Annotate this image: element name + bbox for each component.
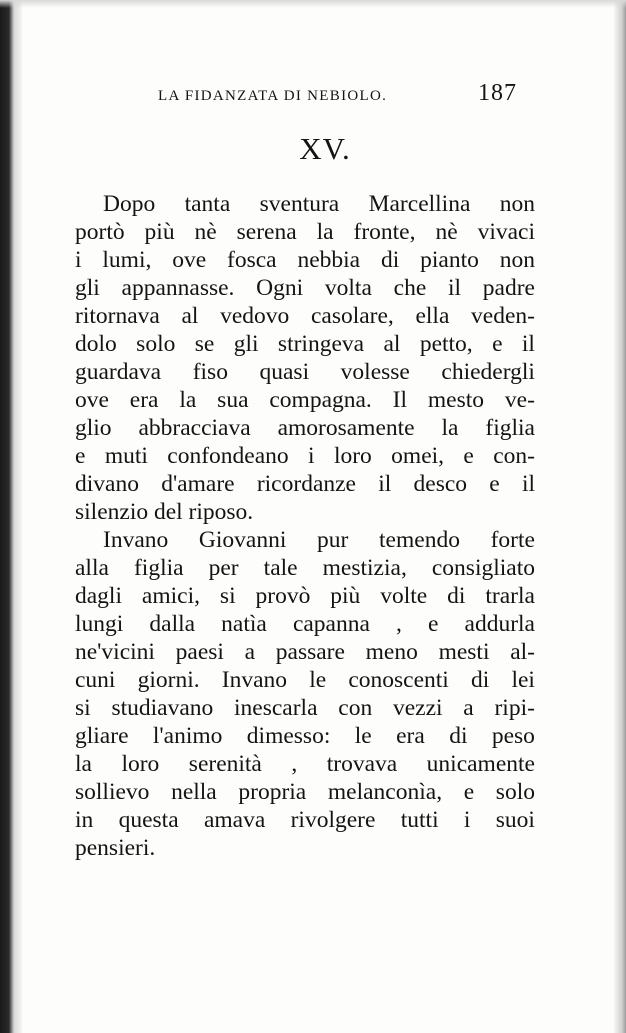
text-line: guardava fiso quasi volesse chiedergli [75,359,535,385]
page-top-shadow [0,0,626,8]
text-line: divano d'amare ricordanze il desco e il [75,471,535,497]
chapter-heading: XV. [299,131,351,166]
text-line: dolo solo se gli stringeva al petto, e il [75,331,535,357]
text-line: glio abbracciava amorosamente la figlia [75,415,535,441]
body-text [75,190,535,862]
text-line: ove era la sua compagna. Il mesto ve- [75,387,535,413]
paragraph [75,190,535,526]
text-line: sollievo nella propria melanconìa, e solo [75,779,535,805]
running-head [60,82,560,112]
text-line: ne'vicini paesi a passare meno mesti al- [75,639,535,665]
text-line: Dopo tanta sventura Marcellina non [103,191,535,217]
text-line: ritornava al vedovo casolare, ella veden- [75,303,535,329]
text-line: portò più nè serena la fronte, nè vivaci [75,219,535,245]
page-number: 187 [478,80,517,106]
text-line: gli appannasse. Ogni volta che il padre [75,275,535,301]
text-line: cuni giorni. Invano le conoscenti di lei [75,667,535,693]
text-line: alla figlia per tale mestizia, consigliato [75,555,535,581]
text-line: Invano Giovanni pur temendo forte [103,527,535,553]
text-line: e muti confondeano i loro omei, e con- [75,443,535,469]
text-line: silenzio del riposo. [75,499,254,525]
paragraph [75,526,535,862]
text-line: dagli amici, si provò più volte di trarla [75,583,535,609]
text-line: si studiavano inescarla con vezzi a ripi- [75,695,535,721]
running-head-title: LA FIDANZATA DI NEBIOLO. [158,88,388,104]
text-line: lungi dalla natìa capanna , e addurla [75,611,535,637]
text-line: pensieri. [75,835,156,861]
text-line: gliare l'animo dimesso: le era di peso [75,723,535,749]
text-line: la loro serenità , trovava unicamente [75,751,535,777]
text-line: i lumi, ove fosca nebbia di pianto non [75,247,535,273]
text-line: in questa amava rivolgere tutti i suoi [75,807,535,833]
